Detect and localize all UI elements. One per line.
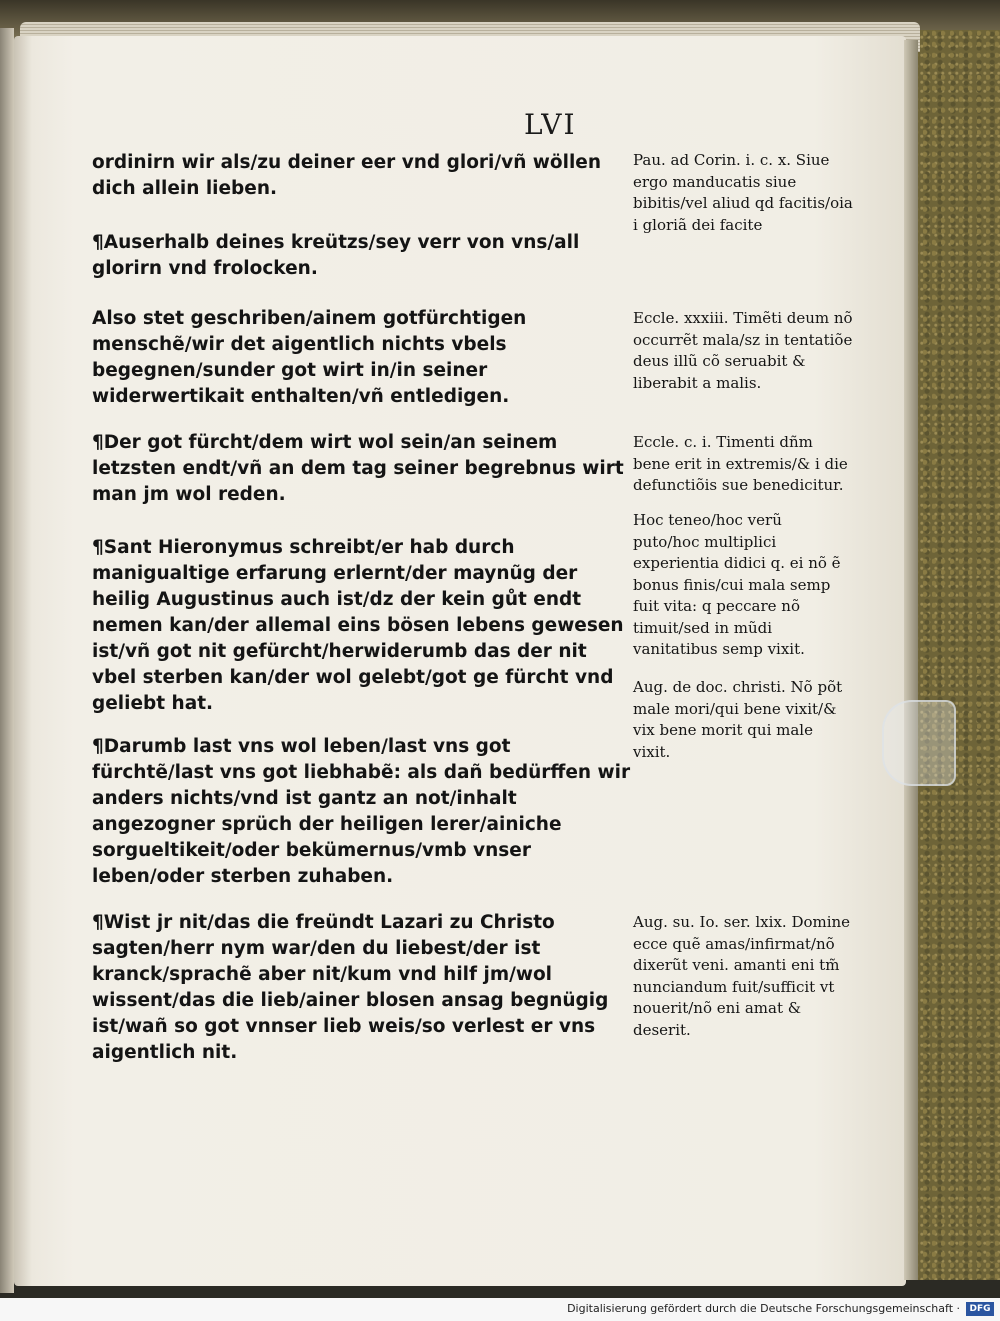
main-paragraph: ¶Sant Hieronymus schreibt/er hab durch manigualtige erfarung erlernt/der maynũg der heilig Augustinus auch ist/dz der kein gůt endt nemen kan/der allemal eins bösen lebens gewesen ist/vñ got nit gefürcht/herwiderumb das der nit vbel sterben kan/der wol gelebt/got ge fürcht vnd geliebt hat. xyxy=(92,537,624,714)
side-note: Aug. su. Io. ser. lxix. Domine ecce quẽ amas/infirmat/nõ dixerũt veni. amanti eni tm̃ nunciandum fuit/sufficit vt nouerit/nõ eni amat & deserit. xyxy=(633,913,851,1039)
side-note: Pau. ad Corin. i. c. x. Siue ergo manducatis siue bibitis/vel aliud qd facitis/oia i gloriã dei facite xyxy=(633,151,853,234)
folio-number: LVI xyxy=(524,108,577,141)
main-paragraph: Also stet geschriben/ainem gotfürchtigen menschẽ/wir det aigentlich nichts vbels begegnen/sunder got wirt in/in seiner widerwertikait enthalten/vñ entledigen. xyxy=(92,308,527,407)
main-paragraph: ¶Wist jr nit/das die freündt Lazari zu Christo sagten/herr nym war/den du liebest/der ist kranck/sprachẽ aber nit/kum vnd hilf jm/wol wissent/das die lieb/ainer blosen ansag begnügig ist/wañ so got vnnser lieb weis/so verlest er vns aigentlich nit. xyxy=(92,912,609,1063)
footer-bar xyxy=(0,1298,1000,1321)
side-note: Eccle. xxxiii. Timẽti deum nõ occurrẽt mala/sz in tentatiõe deus illũ cõ seruabit & liberabit a malis. xyxy=(633,309,853,392)
main-paragraph: ¶Auserhalb deines kreützs/sey verr von vns/all glorirn vnd frolocken. xyxy=(92,232,580,279)
glass-clip xyxy=(882,700,956,786)
page-shadow xyxy=(904,40,918,1280)
book-cover-right xyxy=(905,30,1000,1280)
side-note: Eccle. c. i. Timenti dñm bene erit in extremis/& i die defunctiõis sue benedicitur. xyxy=(633,433,848,494)
side-note: Aug. de doc. christi. Nõ põt male mori/qui bene vixit/& vix bene morit qui male vixit. xyxy=(633,678,843,761)
funding-notice: Digitalisierung gefördert durch die Deutsche Forschungsgemeinschaft · xyxy=(567,1302,960,1315)
dfg-logo: DFG xyxy=(966,1302,994,1316)
main-paragraph: ordinirn wir als/zu deiner eer vnd glori/vñ wöllen dich allein lieben. xyxy=(92,152,602,199)
left-page-edge xyxy=(0,28,14,1293)
main-paragraph: ¶Darumb last vns wol leben/last vns got fürchtẽ/last vns got liebhabẽ: als dañ bedürffen wir anders nichts/vnd ist gantz an not/inhalt angezogner sprüch der heiligen lerer/ainiche sorgueltikeit/oder bekümernus/vmb vnser leben/oder sterben zuhaben. xyxy=(92,736,631,887)
main-paragraph: ¶Der got fürcht/dem wirt wol sein/an seinem letzsten endt/vñ an dem tag seiner begrebnus wirt man jm wol reden. xyxy=(92,432,624,505)
side-note: Hoc teneo/hoc verũ puto/hoc multiplici experientia didici q. ei nõ ẽ bonus finis/cui mala semp fuit vita: q peccare nõ timuit/sed in mũdi vanitatibus semp vixit. xyxy=(633,511,841,658)
